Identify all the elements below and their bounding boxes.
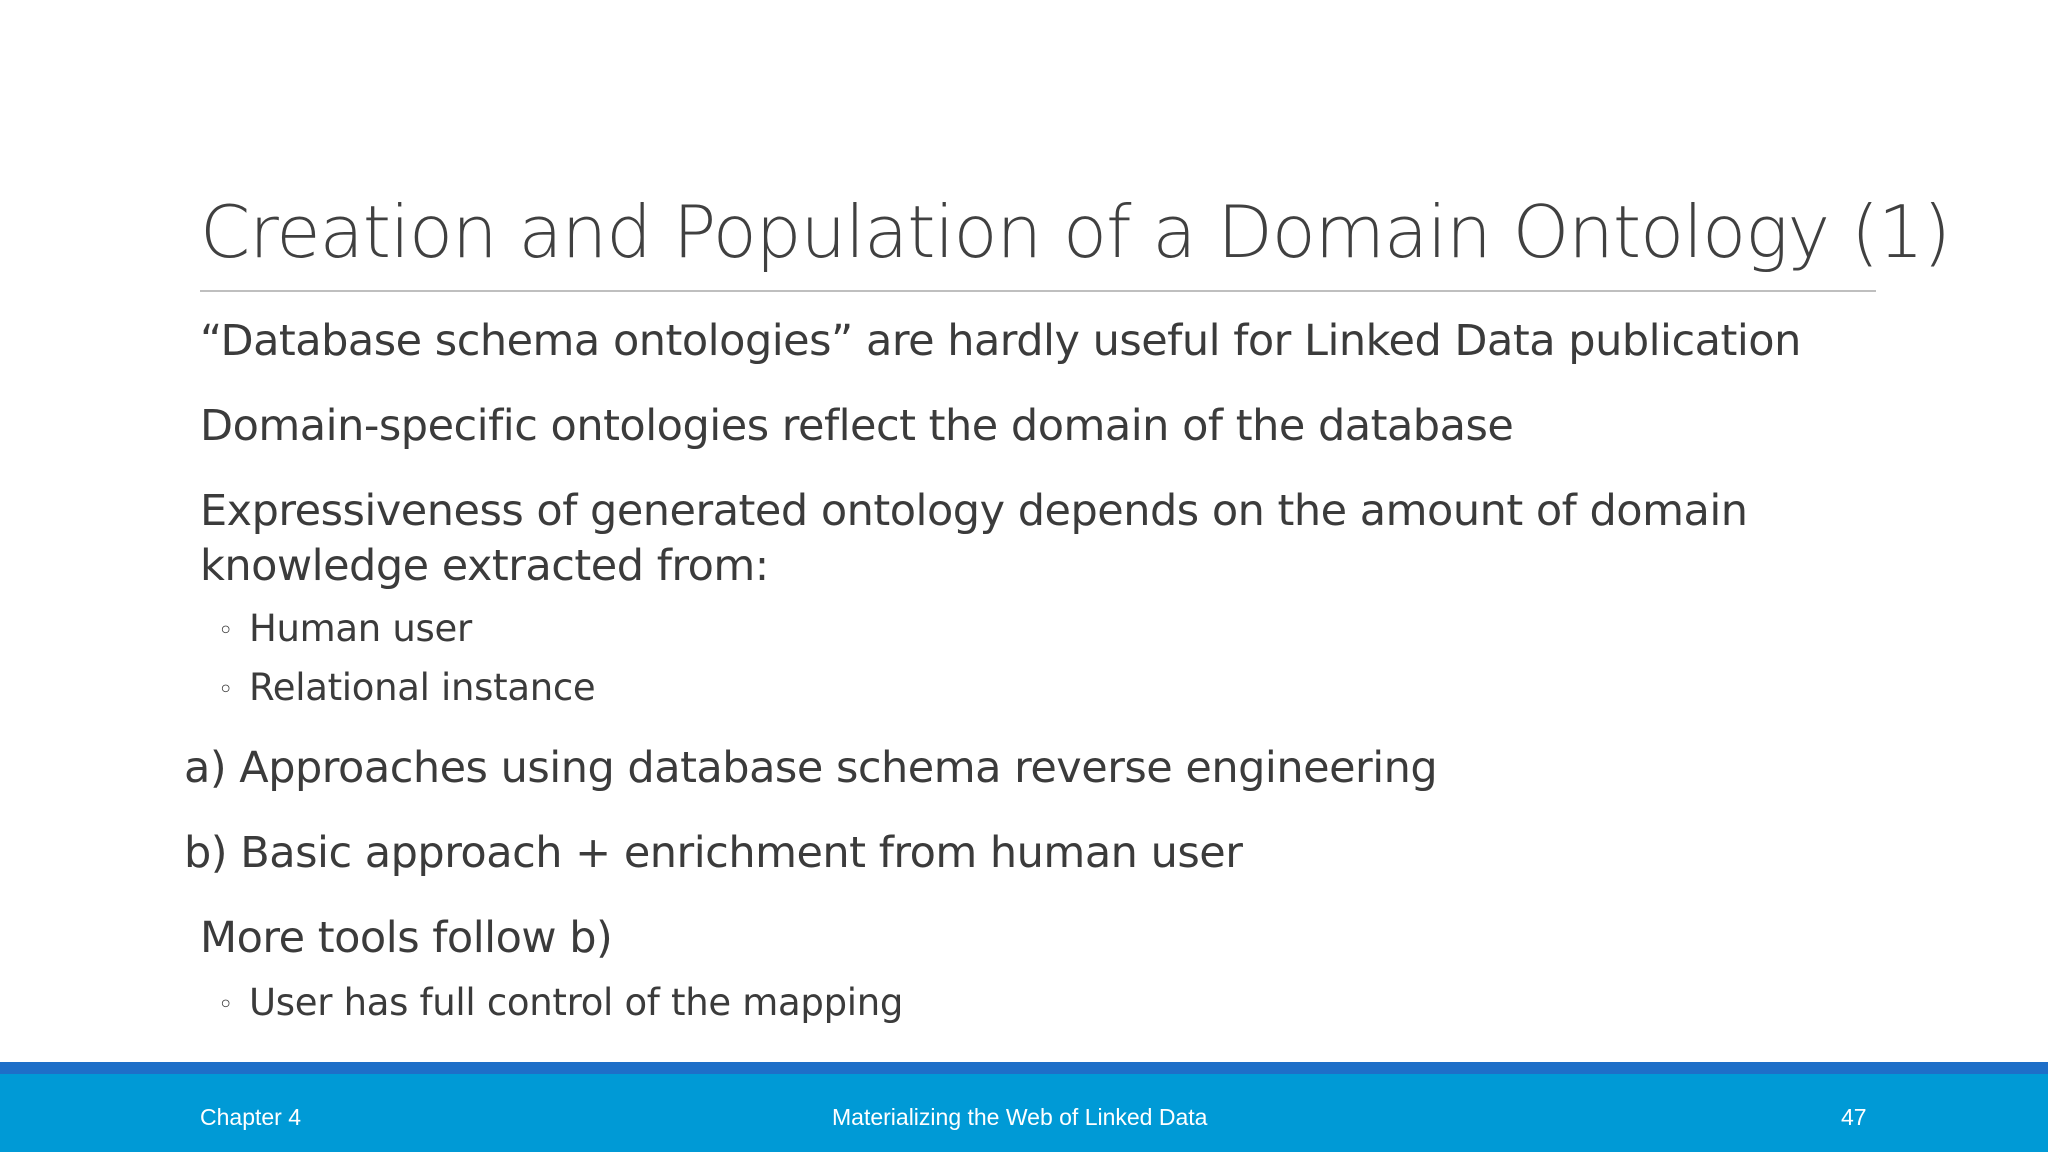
footer-accent-bar: [0, 1062, 2048, 1074]
body-text-line-3-continued: knowledge extracted from:: [200, 541, 769, 591]
body-text-line-1: “Database schema ontologies” are hardly useful for Linked Data publication: [200, 316, 1801, 366]
bullet-circle-icon: ◦: [218, 675, 234, 705]
bullet-circle-icon: ◦: [218, 990, 234, 1020]
sub-bullet-human-user: Human user: [249, 607, 472, 650]
footer-book-title: Materializing the Web of Linked Data: [832, 1104, 1208, 1130]
bullet-circle-icon: ◦: [218, 616, 234, 646]
slide-title: Creation and Population of a Domain Ontology (1): [200, 190, 1950, 274]
footer-page-number: 47: [1841, 1104, 1867, 1130]
title-divider: [200, 290, 1876, 292]
approach-a-text: a) Approaches using database schema reverse engineering: [184, 743, 1438, 793]
body-text-line-2: Domain-specific ontologies reflect the domain of the database: [200, 401, 1514, 451]
footer-chapter: Chapter 4: [200, 1104, 302, 1130]
body-text-line-3: Expressiveness of generated ontology depends on the amount of domain: [200, 486, 1748, 536]
sub-bullet-user-control: User has full control of the mapping: [249, 981, 904, 1024]
sub-bullet-relational-instance: Relational instance: [249, 666, 596, 709]
body-text-more-tools: More tools follow b): [200, 913, 613, 963]
approach-b-text: b) Basic approach + enrichment from human user: [184, 828, 1243, 878]
